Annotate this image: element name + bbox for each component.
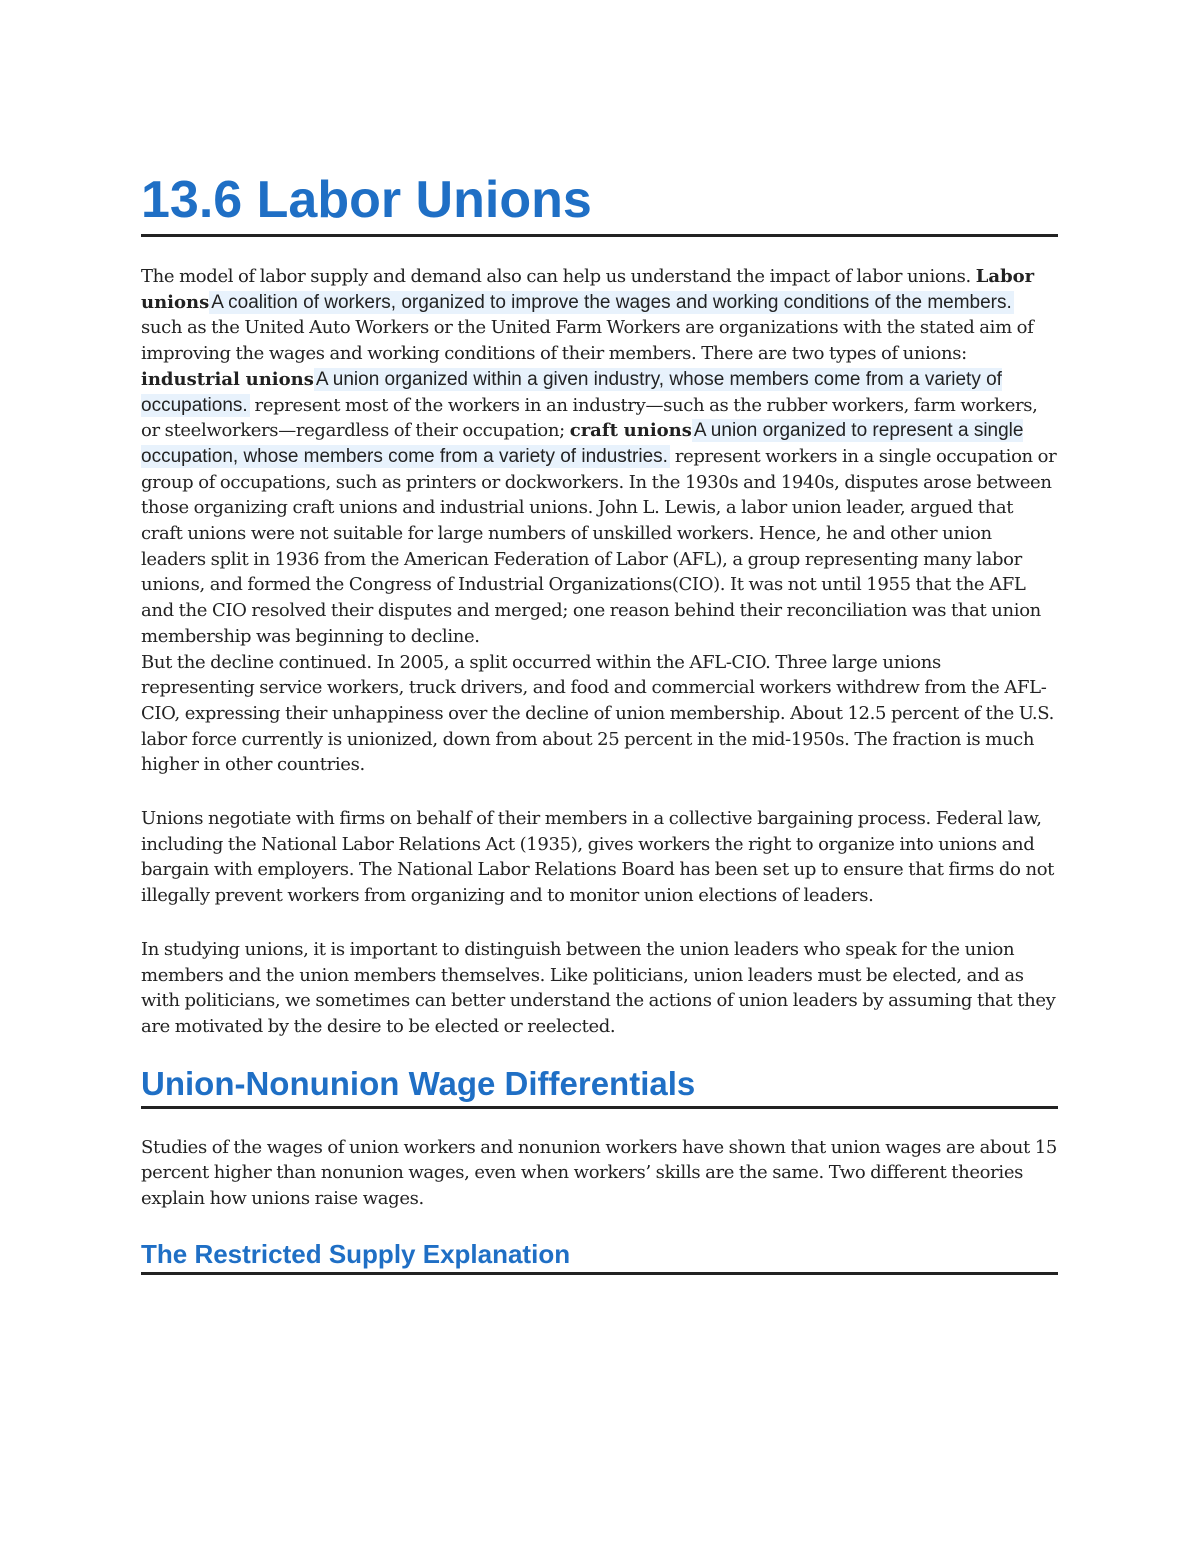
subsubsection-title: The Restricted Supply Explanation — [141, 1238, 1058, 1275]
section-title: 13.6 Labor Unions — [141, 170, 1058, 237]
subsection-title: Union-Nonunion Wage Differentials — [141, 1064, 1058, 1109]
section-paragraph-3: Unions negotiate with firms on behalf of their members in a collective bargaining process. Federal law, including the National Labor Relations Act (1935), gives workers the right to organize into unions and bargain with employers. The National Labor Relations Board has been set up to ensure that firms do not illegally prevent workers from organizing and to monitor union elections of leaders. — [141, 808, 1055, 907]
subsection-paragraph-1: Studies of the wages of union workers and nonunion workers have shown that union wages are about 15 percent higher than nonunion wages, even when workers’ skills are the same. Two different theories explain how unions raise wages. — [141, 1136, 1057, 1210]
section-paragraph-4: In studying unions, it is important to distinguish between the union leaders who speak for the union members and the union members themselves. Like politicians, union leaders must be elected, and as with politicians, we sometimes can better understand the actions of union leaders by assuming that they are motivated by the desire to be elected or reelected. — [141, 938, 1056, 1037]
paragraph-text: represent workers in a single occupation or group of occupations, such as printers or dockworkers. In the 1930s and 1940s, disputes arose between those organizing craft unions and industrial unions. John L. Lewis, a labor union leader, argued that craft unions were not suitable for large numbers of unskilled workers. Hence, he and other union leaders split in 1936 from the American Federation of Labor (AFL), a group representing many labor unions, and formed the Congress of Industrial Organizations(CIO). It was not until 1955 that the AFL and the CIO resolved their disputes and merged; one reason behind their reconciliation was that union membership was beginning to decline. — [141, 445, 1057, 647]
section-paragraph-2: But the decline continued. In 2005, a split occurred within the AFL-CIO. Three large unions representing service workers, truck drivers, and food and commercial workers withdrew from the AFL-CIO, expressing their unhappiness over the decline of union membership. About 12.5 percent of the U.S. labor force currently is unionized, down from about 25 percent in the mid-1950s. The fraction is much higher in other countries. — [141, 651, 1054, 776]
paragraph-text: such as the United Auto Workers or the United Farm Workers are organizations with the stated aim of improving the wages and working conditions of their members. There are two types of unions: — [141, 317, 1034, 365]
document-page — [141, 170, 1058, 1275]
definition-industrial-unions: A union organized within a given industry, whose members come from a variety of occupations. — [141, 368, 1002, 416]
paragraph-text: represent most of the workers in an industry—such as the rubber workers, farm workers, or steelworkers—regardless of their occupation; — [141, 394, 1038, 442]
section-paragraph-1 — [141, 264, 1058, 650]
term-labor-unions: Labor unions — [141, 266, 1035, 313]
definition-craft-unions: A union organized to represent a single occupation, whose members come from a variety of industries. — [141, 420, 1024, 467]
definition-labor-unions: A coalition of workers, organized to improve the wages and working conditions of the members. — [211, 291, 1012, 313]
paragraph-text: The model of labor supply and demand also can help us understand the impact of labor unions. — [141, 266, 976, 287]
term-craft-unions: craft unions — [569, 420, 692, 442]
term-industrial-unions: industrial unions — [141, 368, 314, 390]
